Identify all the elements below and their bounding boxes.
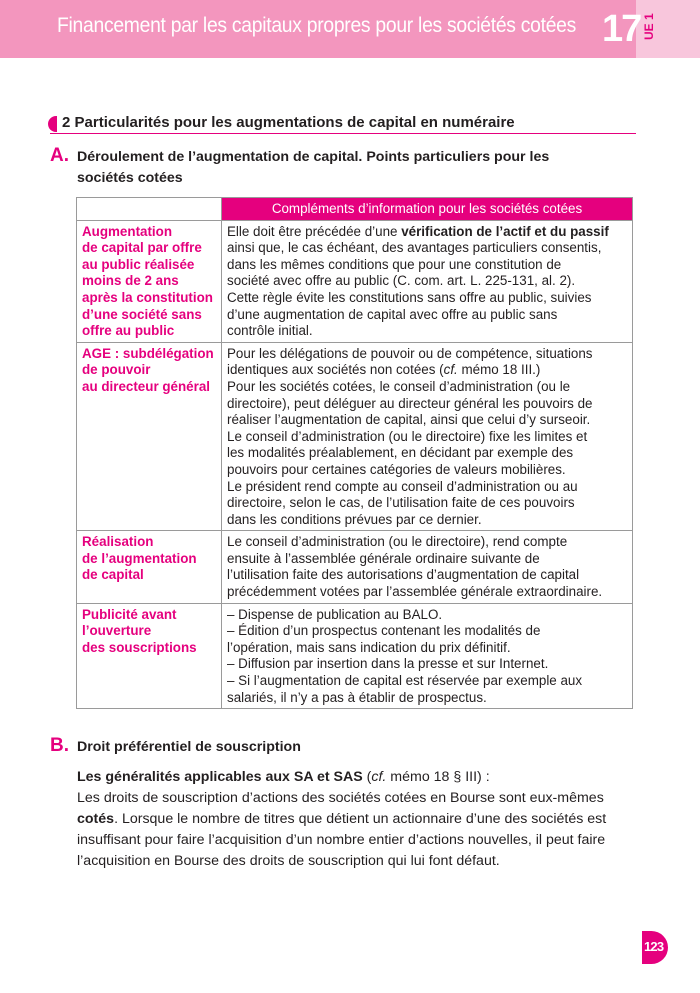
table-row (77, 531, 633, 603)
content-line (227, 224, 627, 241)
unit-label: UE 1 (642, 13, 656, 40)
text: mémo 18 III.) (457, 362, 541, 378)
table-column-header: Compléments d’information pour les sociétés cotées (222, 198, 633, 221)
text: ( (362, 769, 372, 785)
content-line: Le conseil d’administration (ou le directoire) fixe les limites et (227, 428, 588, 444)
content-line: – Si l’augmentation de capital est réservée par exemple aux (227, 673, 583, 689)
row-label (77, 342, 222, 531)
content-line: société avec offre au public (C. com. art. L. 225-131, al. 2). (227, 273, 576, 289)
row-label (77, 531, 222, 603)
content-line: précédemment votées par l’assemblée générale extraordinaire. (227, 584, 603, 600)
row-content (222, 220, 633, 342)
body-line: Les droits de souscription d’actions des sociétés cotées en Bourse sont eux-mêmes (77, 790, 604, 806)
content-line: ainsi que, le cas échéant, des avantages particuliers consentis, (227, 240, 602, 256)
page-number: 123 (644, 939, 664, 954)
body-line: l’acquisition en Bourse des droits de souscription qui lui font défaut. (77, 853, 500, 869)
row-content (222, 531, 633, 603)
table-row (77, 603, 633, 709)
subsection-letter: B. (50, 735, 69, 756)
table-row (77, 220, 633, 342)
label-line: Réalisation (82, 534, 154, 550)
subsection-title-line: sociétés cotées (77, 170, 183, 186)
table-row (77, 342, 633, 531)
content-line (227, 362, 627, 379)
body-line: insuffisant pour faire l’acquisition d’un nombre entier d’actions nouvelles, il peut faire (77, 832, 606, 848)
emphasis-text: vérification de l’actif et du passif (401, 223, 609, 239)
chapter-number: 17 (602, 8, 641, 50)
content-line: réaliser l’augmentation de capital, ainsi que celui d’y surseoir. (227, 412, 591, 428)
table-corner-cell (77, 198, 222, 221)
subsection-title-line: Déroulement de l’augmentation de capital. Points particuliers pour les (77, 149, 550, 165)
content-line: pouvoirs pour certaines catégories de valeurs mobilières. (227, 461, 566, 477)
label-line: de capital (82, 567, 144, 583)
subsection-title: Droit préférentiel de souscription (77, 739, 301, 755)
row-label (77, 220, 222, 342)
content-line: les modalités préalablement, en décidant par exemple des (227, 445, 574, 461)
label-line: l’ouverture (82, 623, 152, 639)
table-header-row (77, 198, 633, 221)
label-line: Augmentation (82, 223, 173, 239)
label-line: AGE : subdélégation (82, 345, 214, 361)
label-line: de l’augmentation (82, 550, 197, 566)
text: mémo 18 § III) : (386, 769, 490, 785)
emphasis-text: Les généralités applicables aux SA et SAS (77, 769, 363, 785)
content-line: Pour les sociétés cotées, le conseil d’administration (ou le (227, 378, 571, 394)
content-line: salariés, il n’y a pas à établir de prospectus. (227, 689, 487, 705)
text: Elle doit être précédée d’une (227, 223, 402, 239)
italic-text: cf. (371, 769, 387, 785)
page-number-badge (642, 931, 668, 964)
section-heading (50, 114, 636, 134)
label-line: offre au public (82, 323, 175, 339)
subsection-b-body (77, 767, 647, 872)
subsection-title (77, 147, 637, 189)
content-line: – Diffusion par insertion dans la presse et sur Internet. (227, 656, 549, 672)
content-line: – Édition d’un prospectus contenant les modalités de (227, 623, 541, 639)
content-line: Pour les délégations de pouvoir ou de compétence, situations (227, 345, 593, 361)
label-line: après la constitution (82, 289, 213, 305)
content-line: Le président rend compte au conseil d’administration ou au (227, 478, 578, 494)
content-line: l’opération, mais sans indication du prix définitif. (227, 639, 511, 655)
content-line: d’une augmentation de capital avec offre au public sans (227, 306, 558, 322)
content-line: l’utilisation faite des autorisations d’augmentation de capital (227, 567, 580, 583)
content-line: directoire, selon le cas, de l’utilisation faite de ces pouvoirs (227, 495, 575, 511)
intro-line (77, 767, 647, 788)
content-line: – Dispense de publication au BALO. (227, 606, 443, 622)
info-table (76, 197, 633, 709)
label-line: moins de 2 ans (82, 273, 179, 289)
text: identiques aux sociétés non cotées ( (227, 362, 444, 378)
row-label (77, 603, 222, 709)
subsection-letter: A. (50, 145, 69, 166)
content-line: Cette règle évite les constitutions sans offre au public, suivies (227, 289, 592, 305)
label-line: au public réalisée (82, 256, 195, 272)
row-content (222, 603, 633, 709)
label-line: de capital par offre (82, 240, 202, 256)
content-line: dans les mêmes conditions que pour une constitution de (227, 256, 562, 272)
content-line: contrôle initial. (227, 323, 313, 339)
body-line (77, 809, 647, 830)
label-line: au directeur général (82, 378, 211, 394)
text: . Lorsque le nombre de titres que détient un actionnaire d’une des sociétés est (114, 811, 607, 827)
label-line: d’une société sans (82, 306, 202, 322)
section-marker-icon (48, 116, 57, 132)
page-title: Financement par les capitaux propres pour les sociétés cotées (57, 14, 577, 37)
label-line: Publicité avant (82, 606, 177, 622)
label-line: de pouvoir (82, 362, 151, 378)
content-line: directoire), peut déléguer au directeur général les pouvoirs de (227, 395, 593, 411)
content-line: Le conseil d’administration (ou le directoire), rend compte (227, 534, 568, 550)
label-line: des souscriptions (82, 639, 197, 655)
content-line: ensuite à l’assemblée générale ordinaire suivante de (227, 550, 540, 566)
section-title: 2 Particularités pour les augmentations de capital en numéraire (62, 114, 515, 131)
emphasis-text: cotés (77, 811, 115, 827)
row-content (222, 342, 633, 531)
content-line: dans les conditions prévues par ce dernier. (227, 511, 482, 527)
italic-text: cf. (443, 362, 458, 378)
